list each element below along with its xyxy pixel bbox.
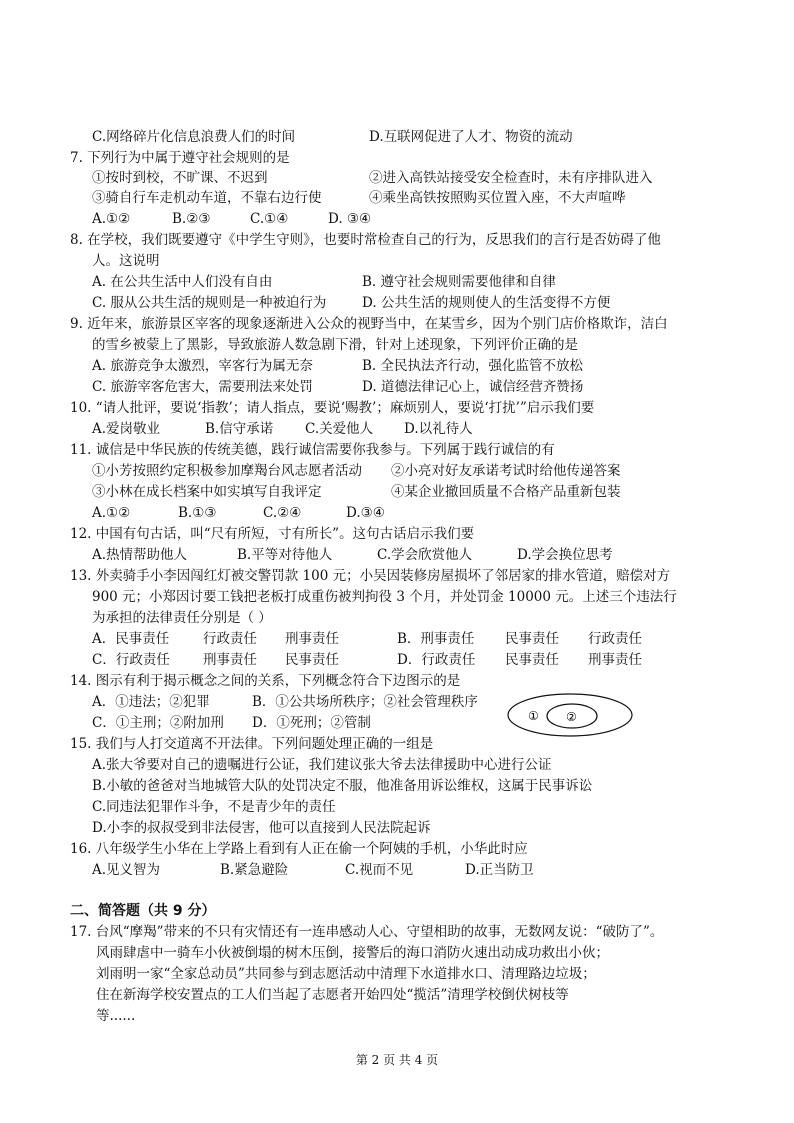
section-title-short-answer: 二、简答题（共 9 分） [70, 903, 216, 919]
q16-option-a: A.见义智为 [92, 862, 161, 878]
q7-option-d: D. ③④ [328, 211, 372, 227]
q12-option-a: A.热情帮助他人 [92, 547, 188, 563]
q7-option-c: C.①④ [250, 211, 289, 227]
q14-option-c: C．①主刑；②附加刑 [92, 715, 224, 731]
q6-option-d: D.互联网促进了人才、物资的流动 [369, 129, 573, 145]
q7-statement-4: ④乘坐高铁按照购买位置入座，不大声喧哗 [369, 190, 626, 206]
q7-option-a: A.①② [92, 211, 131, 227]
q13-option-b-1: B．刑事责任 [397, 631, 475, 647]
q13-option-a-2: 行政责任 [203, 631, 257, 647]
q8-option-a: A. 在公共生活中人们没有自由 [92, 274, 273, 290]
q9-stem-line1: 9. 近年来，旅游景区宰客的现象逐渐进入公众的视野当中，在某雪乡，因为个别门店价格欺诈，洁白 [70, 316, 668, 332]
q15-option-d: D.小李的叔叔受到非法侵害，他可以直接到人民法院起诉 [92, 820, 431, 836]
q11-statement-2: ②小亮对好友承诺考试时给他传递答案 [391, 463, 621, 479]
concept-diagram [506, 692, 634, 738]
q12-option-d: D.学会换位思考 [517, 547, 613, 563]
page-number: 第 2 页 共 4 页 [355, 1053, 439, 1067]
q11-option-c: C.②④ [263, 505, 302, 521]
q11-statement-1: ①小芳按照约定积极参加摩羯台风志愿者活动 [92, 463, 362, 479]
q12-stem: 12. 中国有句古话，叫“尺有所短，寸有所长”。这句古话启示我们要 [70, 526, 475, 542]
q17-line4: 住在新海学校安置点的工人们当起了志愿者开始四处“揽活”清理学校倒伏树枝等 [96, 987, 569, 1003]
q14-option-d: D．①死刑；②管制 [252, 715, 371, 731]
q7-statement-1: ①按时到校，不旷课、不迟到 [92, 170, 268, 186]
q7-option-b: B.②③ [172, 211, 211, 227]
q9-option-a: A. 旅游竞争太激烈，宰客行为属无奈 [92, 358, 313, 374]
q7-stem: 7. 下列行为中属于遵守社会规则的是 [70, 150, 290, 166]
q13-option-b-2: 民事责任 [505, 631, 559, 647]
q13-option-a-1: A．民事责任 [92, 631, 170, 647]
q9-option-d: D. 道德法律记心上，诚信经营齐赞扬 [362, 379, 584, 395]
q7-statement-2: ②进入高铁站接受安全检查时，未有序排队进入 [369, 170, 653, 186]
q10-option-d: D.以礼待人 [404, 421, 473, 437]
q8-option-d: D. 公共生活的规则使人的生活变得不方便 [362, 295, 611, 311]
q13-option-d-1: D．行政责任 [397, 652, 476, 668]
q13-option-d-2: 民事责任 [505, 652, 559, 668]
q15-stem: 15. 我们与人打交道离不开法律。下列问题处理正确的一组是 [70, 736, 434, 752]
q9-option-b: B. 全民执法齐行动，强化监管不放松 [362, 358, 584, 374]
q14-option-b: B．①公共场所秩序；②社会管理秩序 [252, 694, 478, 710]
q15-option-b: B.小敏的爸爸对当地城管大队的处罚决定不服，他准备用诉讼维权，这属于民事诉讼 [92, 778, 593, 794]
q13-option-c-3: 民事责任 [285, 652, 339, 668]
q7-statement-3: ③骑自行车走机动车道，不靠右边行使 [92, 190, 322, 206]
q17-line1: 17. 台风“摩羯”带来的不只有灾情还有一连串感动人心、守望相助的故事，无数网友说：“破防了”。 [70, 924, 664, 940]
q8-stem-line1: 8. 在学校，我们既要遵守《中学生守则》，也要时常检查自己的行为，反思我们的言行是否妨碍了他 [70, 232, 661, 248]
q13-option-d-3: 刑事责任 [588, 652, 642, 668]
q17-line2: 风雨肆虐中一骑车小伙被倒塌的树木压倒，接警后的海口消防火速出动成功救出小伙； [96, 945, 609, 961]
q15-option-c: C.同违法犯罪作斗争，不是青少年的责任 [92, 799, 336, 815]
q11-statement-4: ④某企业撤回质量不合格产品重新包装 [391, 484, 621, 500]
q11-option-a: A.①② [92, 505, 131, 521]
q9-stem-line2: 的雪乡被蒙上了黑影，导致旅游人数急剧下滑，针对上述现象，下列评价正确的是 [92, 337, 578, 353]
q13-option-c-2: 刑事责任 [203, 652, 257, 668]
q8-option-b: B. 遵守社会规则需要他律和自律 [362, 274, 557, 290]
q10-stem: 10. “请人批评，要说‘指教’；请人指点，要说‘赐教’；麻烦别人，要说‘打扰’”启示我们要 [70, 400, 595, 416]
q12-option-b: B.平等对待他人 [237, 547, 333, 563]
q10-option-b: B.信守承诺 [205, 421, 274, 437]
q13-stem-line1: 13. 外卖骑手小李因闯红灯被交警罚款 100 元；小吴因装修房屋损坏了邻居家的排水管道，赔偿对方 [70, 568, 671, 584]
q13-option-a-3: 刑事责任 [285, 631, 339, 647]
q13-stem-line3: 为承担的法律责任分别是（ ） [92, 610, 272, 626]
q14-stem: 14. 图示有利于揭示概念之间的关系，下列概念符合下边图示的是 [70, 673, 461, 689]
q16-stem: 16. 八年级学生小华在上学路上看到有人正在偷一个阿姨的手机，小华此时应 [70, 841, 528, 857]
q11-stem: 11. 诚信是中华民族的传统美德，践行诚信需要你我参与。下列属于践行诚信的有 [70, 442, 555, 458]
q10-option-a: A.爱岗敬业 [92, 421, 161, 437]
q16-option-d: D.正当防卫 [465, 862, 534, 878]
inner-label: ② [566, 710, 577, 724]
q8-stem-line2: 人。这说明 [92, 253, 160, 269]
q17-line5: 等...... [96, 1008, 136, 1024]
q13-option-c-1: C．行政责任 [92, 652, 170, 668]
q13-stem-line2: 900 元；小郑因讨要工钱把老板打成重伤被判拘役 3 个月，并处罚金 10000 元。上述三个违法行 [92, 589, 677, 605]
outer-label: ① [528, 709, 539, 723]
q12-option-c: C.学会欣赏他人 [377, 547, 473, 563]
q11-statement-3: ③小林在成长档案中如实填写自我评定 [92, 484, 322, 500]
q9-option-c: C. 旅游宰客危害大，需要刑法来处罚 [92, 379, 313, 395]
q16-option-c: C.视而不见 [345, 862, 414, 878]
q13-option-b-3: 行政责任 [588, 631, 642, 647]
q15-option-a: A.张大爷要对自己的遗嘱进行公证，我们建议张大爷去法律援助中心进行公证 [92, 757, 552, 773]
q14-option-a: A．①违法；②犯罪 [92, 694, 210, 710]
q16-option-b: B.紧急避险 [220, 862, 289, 878]
q10-option-c: C.关爱他人 [305, 421, 374, 437]
q8-option-c: C. 服从公共生活的规则是一种被迫行为 [92, 295, 327, 311]
q6-option-c: C.网络碎片化信息浪费人们的时间 [92, 129, 296, 145]
q11-option-d: D.③④ [346, 505, 385, 521]
q11-option-b: B.①③ [178, 505, 217, 521]
q17-line3: 刘雨明一家“全家总动员”共同参与到志愿活动中清理下水道排水口、清理路边垃圾； [96, 966, 596, 982]
